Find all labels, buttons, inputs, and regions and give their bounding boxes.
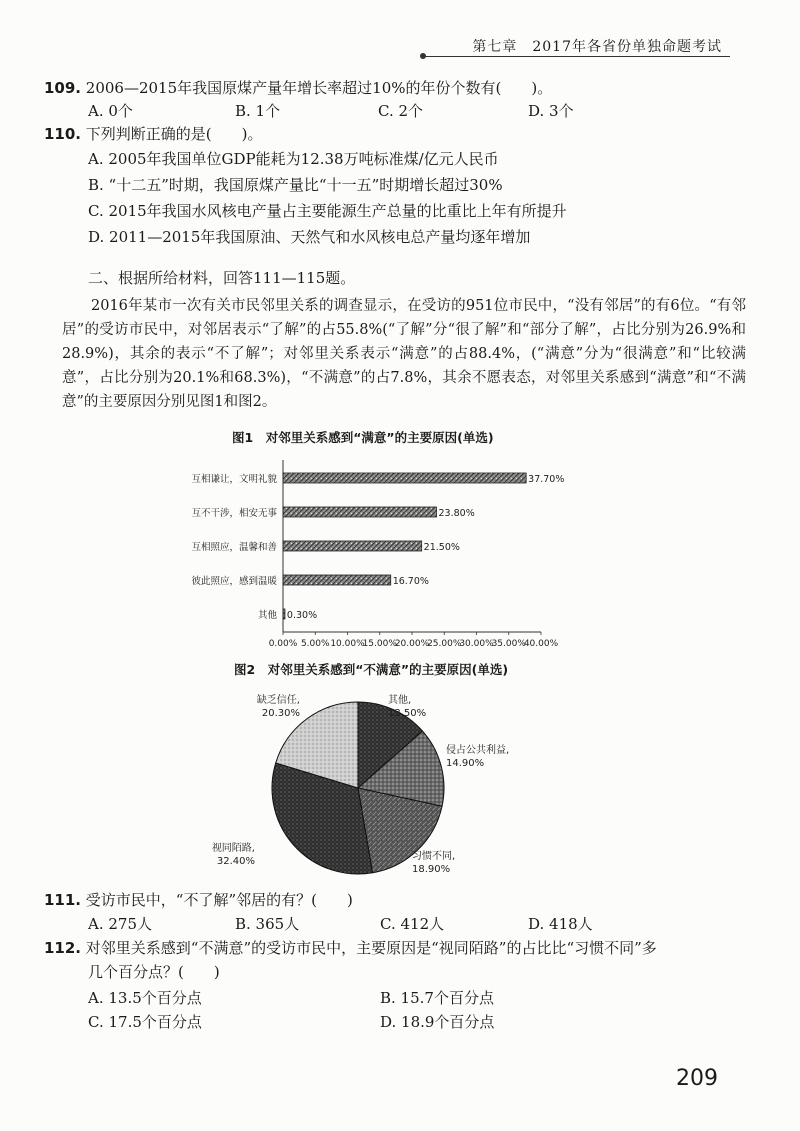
q109-option-d[interactable]: D. 3个 bbox=[528, 102, 574, 120]
q112-option-b[interactable]: B. 15.7个百分点 bbox=[380, 989, 494, 1007]
page-number: 209 bbox=[676, 1066, 718, 1091]
pie-slice-percent: 20.30% bbox=[261, 708, 300, 719]
q111-option-c[interactable]: C. 412人 bbox=[380, 915, 445, 933]
bar-data-label: 16.70% bbox=[392, 576, 429, 587]
pie-slice-label: 缺乏信任, bbox=[256, 695, 300, 706]
pie-slice-label: 视同陌路, bbox=[211, 843, 255, 854]
bar-data-label: 23.80% bbox=[438, 508, 475, 519]
q110-option-b[interactable]: B. “十二五”时期，我国原煤产量比“十一五”时期增长超过30% bbox=[88, 176, 503, 194]
question-text: 受访市民中，“不了解”邻居的有？( ) bbox=[85, 891, 353, 909]
figure2-pie-chart bbox=[0, 683, 800, 883]
x-tick-label: 10.00% bbox=[330, 639, 365, 649]
pie-slice-percent: 32.40% bbox=[216, 856, 255, 867]
x-tick-label: 30.00% bbox=[459, 639, 494, 649]
q110-option-a[interactable]: A. 2005年我国单位GDP能耗为12.38万吨标准煤/亿元人民币 bbox=[88, 150, 499, 168]
question-109 bbox=[44, 78, 552, 98]
material-paragraph: 2016年某市一次有关市民邻里关系的调查显示，在受访的951位市民中，“没有邻居”的有6位。“有邻居”的受访市民中，对邻居表示“了解”的占55.8%(“了解”分“很了解”和“部分了解”，占比分别为26.9%和28.9%)，其余的表示“不了解”；对邻里关系表示“满意”的占88.4%，(“满意”分为“很满意”和“比较满意”，占比分别为20.1%和68.3%)，“不满意”的占7.8%，其余不愿表态，对邻里关系感到“满意”和“不满意”的主要原因分别见图1和图2。 bbox=[62, 298, 746, 410]
page-header bbox=[0, 34, 800, 58]
pie-slice-label: 其他, bbox=[388, 695, 412, 706]
figure2-title: 图2 对邻里关系感到“不满意”的主要原因(单选) bbox=[234, 662, 509, 677]
bar-category-label: 彼此照应，感到温暖 bbox=[191, 576, 277, 587]
chapter-title: 第七章 2017年各省份单独命题考试 bbox=[472, 39, 722, 55]
x-tick-label: 25.00% bbox=[427, 639, 462, 649]
question-text: 下列判断正确的是( )。 bbox=[85, 125, 263, 143]
figure1-bar-chart bbox=[0, 452, 800, 662]
bar-data-label: 37.70% bbox=[528, 474, 565, 485]
x-tick-label: 40.00% bbox=[523, 639, 559, 649]
q112-option-a[interactable]: A. 13.5个百分点 bbox=[88, 989, 202, 1007]
question-text-line1: 对邻里关系感到“不满意”的受访市民中，主要原因是“视同陌路”的占比比“习惯不同”多 bbox=[85, 939, 657, 957]
question-number: 111. bbox=[44, 891, 82, 909]
header-rule bbox=[424, 56, 730, 57]
pie-slice-percent: 14.90% bbox=[446, 758, 485, 769]
bar-category-label: 互不干涉，相安无事 bbox=[191, 508, 277, 519]
q109-option-b[interactable]: B. 1个 bbox=[235, 102, 281, 120]
bar bbox=[283, 507, 437, 517]
bar bbox=[283, 609, 285, 619]
bar-category-label: 其他 bbox=[257, 610, 277, 621]
question-110 bbox=[44, 124, 263, 144]
x-tick-label: 20.00% bbox=[394, 639, 430, 649]
question-111 bbox=[44, 890, 353, 910]
x-tick-label: 0.00% bbox=[268, 639, 298, 649]
question-text-line2: 几个百分点？( ) bbox=[88, 963, 220, 981]
q112-option-c[interactable]: C. 17.5个百分点 bbox=[88, 1013, 202, 1031]
q111-option-a[interactable]: A. 275人 bbox=[88, 915, 152, 933]
q112-option-d[interactable]: D. 18.9个百分点 bbox=[380, 1013, 495, 1031]
q109-option-c[interactable]: C. 2个 bbox=[378, 102, 424, 120]
x-tick-label: 15.00% bbox=[362, 639, 397, 649]
q110-option-d[interactable]: D. 2011—2015年我国原油、天然气和水风核电总产量均逐年增加 bbox=[88, 228, 531, 246]
bar bbox=[283, 575, 391, 585]
question-number: 109. bbox=[44, 79, 82, 97]
pie-slice-percent: 18.90% bbox=[412, 864, 451, 875]
q111-option-d[interactable]: D. 418人 bbox=[528, 915, 593, 933]
bar-data-label: 0.30% bbox=[286, 610, 318, 621]
question-number: 112. bbox=[44, 939, 82, 957]
question-text: 2006—2015年我国原煤产量年增长率超过10%的年份个数有( )。 bbox=[85, 79, 553, 97]
q111-option-b[interactable]: B. 365人 bbox=[235, 915, 300, 933]
figure1-title: 图1 对邻里关系感到“满意”的主要原因(单选) bbox=[232, 430, 494, 445]
bar-category-label: 互相谦让，文明礼貌 bbox=[191, 474, 277, 485]
pie-slice-label: 习惯不同, bbox=[412, 851, 456, 862]
question-number: 110. bbox=[44, 125, 82, 143]
bar-category-label: 互相照应，温馨和善 bbox=[191, 542, 277, 553]
bar bbox=[283, 541, 422, 551]
bar-data-label: 21.50% bbox=[423, 542, 460, 553]
x-tick-label: 35.00% bbox=[491, 639, 526, 649]
q110-option-c[interactable]: C. 2015年我国水风核电产量占主要能源生产总量的比重比上年有所提升 bbox=[88, 202, 567, 220]
pie-slice-label: 侵占公共利益, bbox=[446, 745, 510, 756]
question-112 bbox=[44, 938, 657, 958]
section-title: 二、根据所给材料，回答111—115题。 bbox=[88, 269, 356, 287]
bar bbox=[283, 473, 526, 483]
x-tick-label: 5.00% bbox=[300, 639, 330, 649]
pie-slice-percent: 13.50% bbox=[388, 708, 427, 719]
q109-option-a[interactable]: A. 0个 bbox=[88, 102, 133, 120]
